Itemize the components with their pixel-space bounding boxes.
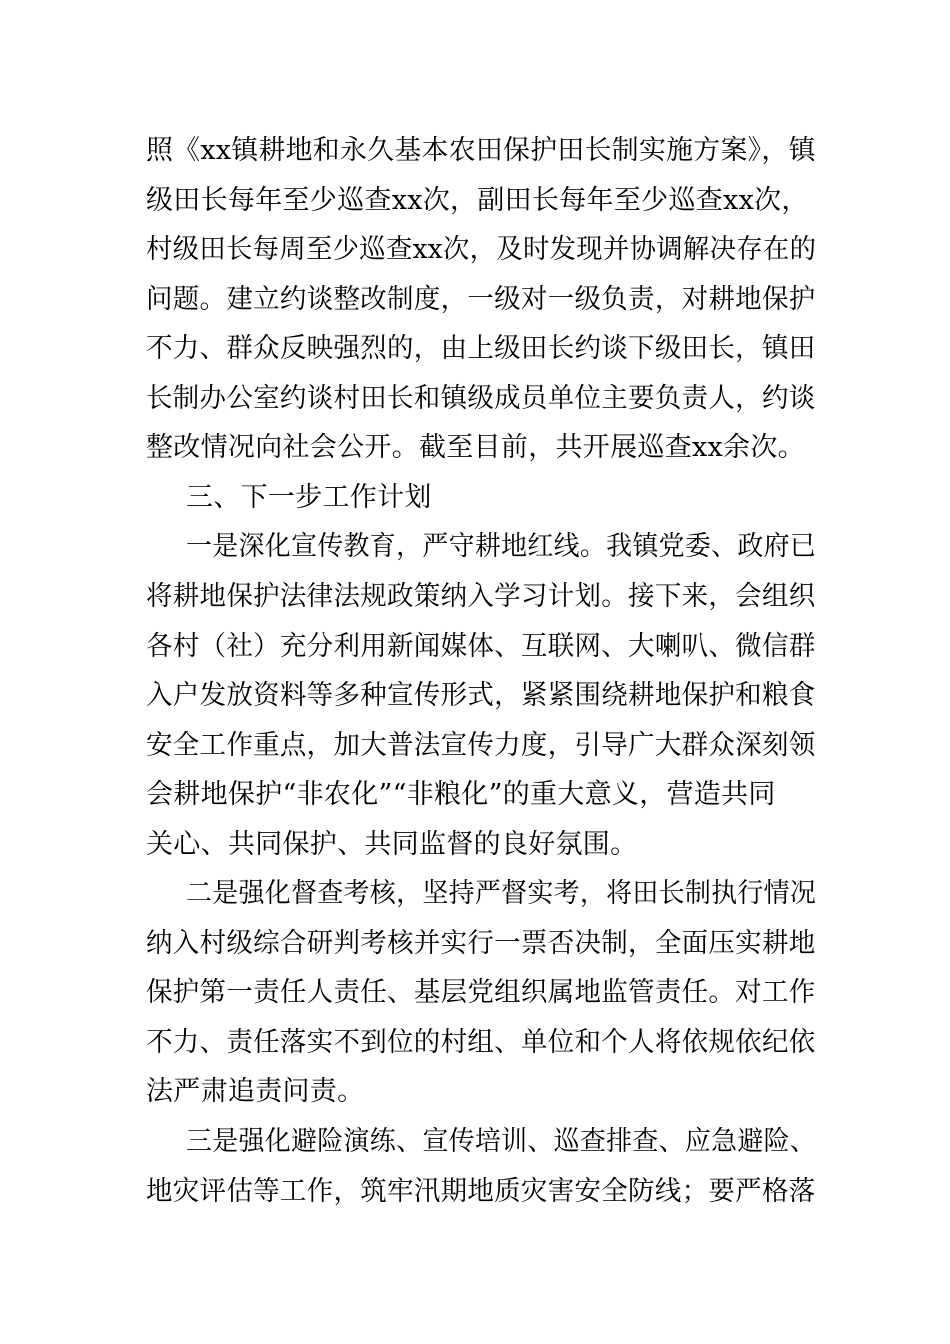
text-line: 法严肃追责问责。 xyxy=(146,1076,365,1107)
text-line: 不力、责任落实不到位的村组、单位和个人将依规依纪依 xyxy=(146,1027,816,1058)
text-line: 照《xx镇耕地和永久基本农田保护田长制实施方案》，镇 xyxy=(146,135,816,166)
text-line: 问题。建立约谈整改制度，一级对一级负责，对耕地保护 xyxy=(146,284,816,315)
text-line: 将耕地保护法律法规政策纳入学习计划。接下来，会组织 xyxy=(146,581,816,612)
text-line: 入户发放资料等多种宣传形式，紧紧围绕耕地保护和粮食 xyxy=(146,680,816,711)
section-heading: 三、下一步工作计划 xyxy=(186,482,432,513)
text-line: 二是强化督查考核，坚持严督实考，将田长制执行情况 xyxy=(186,878,817,909)
text-line: 地灾评估等工作，筑牢汛期地质灾害安全防线；要严格落 xyxy=(146,1176,816,1207)
text-line: 村级田长每周至少巡查xx次，及时发现并协调解决存在的 xyxy=(146,234,817,265)
text-line: 会耕地保护“非农化”“非粮化”的重大意义，营造共同 xyxy=(146,779,776,810)
text-line: 纳入村级综合研判考核并实行一票否决制，全面压实耕地 xyxy=(146,928,816,959)
text-line: 三是强化避险演练、宣传培训、巡查排查、应急避险、 xyxy=(186,1126,817,1157)
text-line: 整改情况向社会公开。截至目前，共开展巡查xx余次。 xyxy=(146,432,805,463)
text-line: 不力、群众反映强烈的，由上级田长约谈下级田长，镇田 xyxy=(146,333,816,364)
text-line: 长制办公室约谈村田长和镇级成员单位主要负责人，约谈 xyxy=(146,383,816,414)
text-line: 关心、共同保护、共同监督的良好氛围。 xyxy=(146,829,638,860)
text-line: 安全工作重点，加大普法宣传力度，引导广大群众深刻领 xyxy=(146,730,816,761)
text-line: 各村（社）充分利用新闻媒体、互联网、大喇叭、微信群 xyxy=(146,631,816,662)
text-line: 级田长每年至少巡查xx次，副田长每年至少巡查xx次， xyxy=(146,185,809,216)
text-line: 一是深化宣传教育，严守耕地红线。我镇党委、政府已 xyxy=(186,531,817,562)
text-line: 保护第一责任人责任、基层党组织属地监管责任。对工作 xyxy=(146,977,816,1008)
